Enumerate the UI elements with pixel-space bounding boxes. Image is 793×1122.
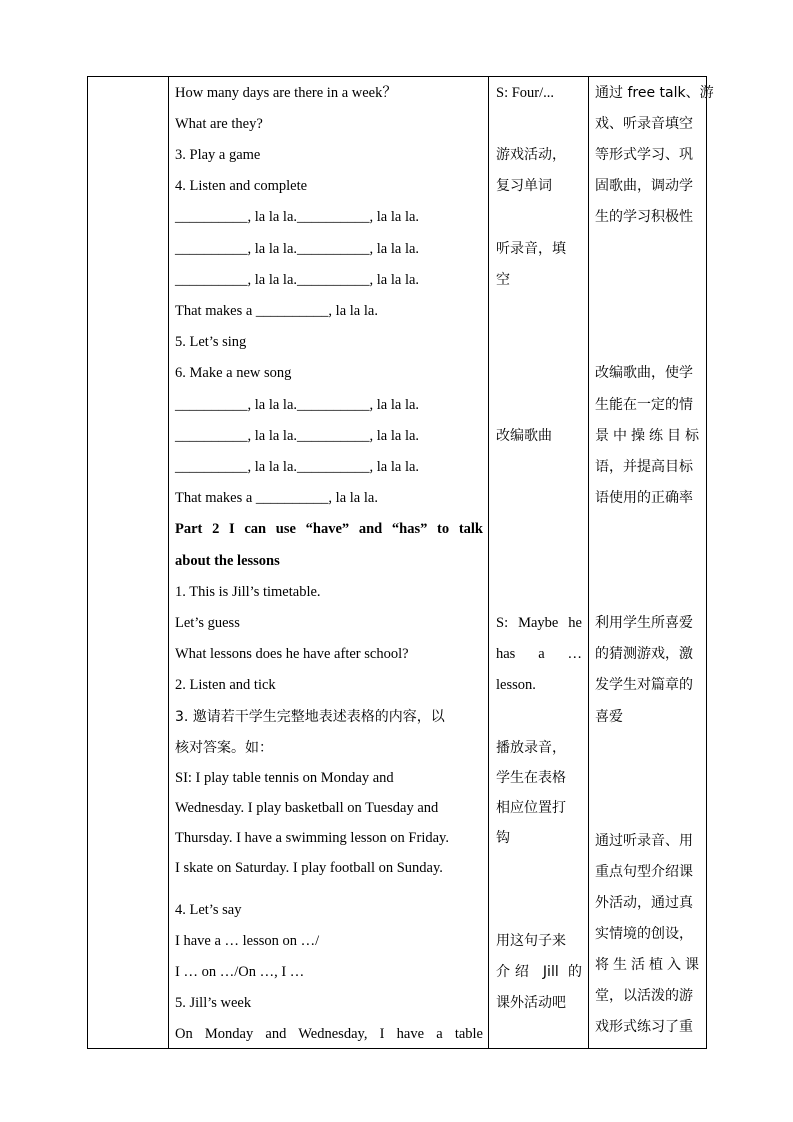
purpose-line: 生的学习积极性 bbox=[595, 209, 693, 225]
song-blank-line: __________, la la la.__________, la la la. bbox=[175, 241, 420, 257]
procedure-line: 5. Jill’s week bbox=[175, 995, 252, 1011]
student-line: 空 bbox=[496, 272, 510, 288]
purpose-line: 景中操练目标 bbox=[595, 428, 699, 444]
procedure-line: 核对答案。如： bbox=[175, 740, 273, 756]
procedure-line: Let’s guess bbox=[175, 615, 240, 631]
procedure-line: What are they? bbox=[175, 116, 263, 132]
procedure-line: What lessons does he have after school? bbox=[175, 646, 409, 662]
purpose-line: 语使用的正确率 bbox=[595, 490, 693, 506]
song-blank-line: __________, la la la.__________, la la la. bbox=[175, 272, 420, 288]
student-line: 学生在表格 bbox=[496, 770, 566, 786]
student-line: 改编歌曲 bbox=[496, 428, 552, 444]
column-divider bbox=[168, 77, 169, 1048]
purpose-line: 堂，以活泼的游 bbox=[595, 988, 693, 1004]
column-divider bbox=[588, 77, 589, 1048]
procedure-line: How many days are there in a week？ bbox=[175, 85, 397, 101]
part-heading: about the lessons bbox=[175, 553, 280, 569]
procedure-line: Wednesday. I play basketball on Tuesday and bbox=[175, 800, 439, 816]
student-line: 游戏活动， bbox=[496, 147, 566, 163]
purpose-line: 生能在一定的情 bbox=[595, 397, 693, 413]
procedure-line: 1. This is Jill’s timetable. bbox=[175, 584, 321, 600]
procedure-line: I … on …/On …, I … bbox=[175, 964, 305, 980]
purpose-line: 实情境的创设， bbox=[595, 926, 693, 942]
purpose-line: 通过听录音、用 bbox=[595, 833, 693, 849]
purpose-line: 将生活植入课 bbox=[595, 957, 699, 973]
purpose-line: 戏形式练习了重 bbox=[595, 1019, 693, 1035]
procedure-line: Thursday. I have a swimming lesson on Friday. bbox=[175, 830, 449, 846]
song-blank-line: __________, la la la.__________, la la la. bbox=[175, 209, 420, 225]
song-blank-line: __________, la la la.__________, la la la. bbox=[175, 459, 420, 475]
purpose-line: 发学生对篇章的 bbox=[595, 677, 693, 693]
song-blank-line: __________, la la la.__________, la la la. bbox=[175, 428, 420, 444]
student-line: 播放录音， bbox=[496, 740, 566, 756]
procedure-line: 2. Listen and tick bbox=[175, 677, 276, 693]
purpose-line: 改编歌曲，使学 bbox=[595, 365, 693, 381]
procedure-line: I skate on Saturday. I play football on Sunday. bbox=[175, 860, 443, 876]
purpose-line: 喜爱 bbox=[595, 709, 623, 725]
procedure-line: 3. Play a game bbox=[175, 147, 261, 163]
purpose-line: 外活动，通过真 bbox=[595, 895, 693, 911]
procedure-line: 3. 邀请若干学生完整地表述表格的内容，以 bbox=[175, 709, 445, 725]
purpose-line: 利用学生所喜爱 bbox=[595, 615, 693, 631]
song-blank-line: __________, la la la.__________, la la la. bbox=[175, 397, 420, 413]
student-line: 用这句子来 bbox=[496, 933, 566, 949]
song-blank-line: That makes a __________, la la la. bbox=[175, 303, 378, 319]
purpose-line: 的猜测游戏，激 bbox=[595, 646, 693, 662]
lesson-plan-table bbox=[87, 76, 714, 1049]
student-line: S: Maybe he bbox=[496, 615, 582, 631]
student-line: has a … bbox=[496, 646, 582, 662]
part-heading: Part 2 I can use “have” and “has” to talk bbox=[175, 521, 483, 537]
procedure-line: 4. Let’s say bbox=[175, 902, 242, 918]
student-line: 钩 bbox=[496, 830, 510, 846]
procedure-line: 5. Let’s sing bbox=[175, 334, 247, 350]
procedure-line: I have a … lesson on …/ bbox=[175, 933, 320, 949]
student-line: S: Four/... bbox=[496, 85, 555, 101]
student-line: 复习单词 bbox=[496, 178, 552, 194]
student-line: 听录音，填 bbox=[496, 241, 566, 257]
purpose-line: 通过 free talk、游 bbox=[595, 85, 714, 101]
purpose-line: 重点句型介绍课 bbox=[595, 864, 693, 880]
purpose-line: 语，并提高目标 bbox=[595, 459, 693, 475]
purpose-line: 等形式学习、巩 bbox=[595, 147, 693, 163]
procedure-line: 6. Make a new song bbox=[175, 365, 292, 381]
procedure-line: 4. Listen and complete bbox=[175, 178, 308, 194]
purpose-line: 戏、听录音填空 bbox=[595, 116, 693, 132]
procedure-line: SI: I play table tennis on Monday and bbox=[175, 770, 394, 786]
song-blank-line: That makes a __________, la la la. bbox=[175, 490, 378, 506]
column-divider bbox=[488, 77, 489, 1048]
purpose-line: 固歌曲，调动学 bbox=[595, 178, 693, 194]
student-line: lesson. bbox=[496, 677, 536, 693]
procedure-line: On Monday and Wednesday, I have a table bbox=[175, 1026, 483, 1042]
student-line: 相应位置打 bbox=[496, 800, 566, 816]
student-line: 介绍 Jill 的 bbox=[496, 964, 582, 980]
student-line: 课外活动吧 bbox=[496, 995, 566, 1011]
